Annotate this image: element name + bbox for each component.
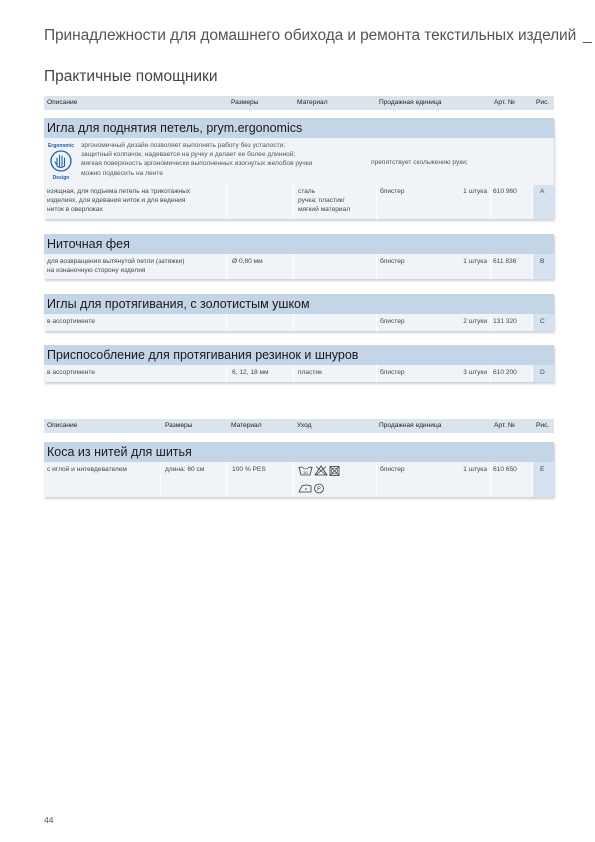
pack-value: блистер	[380, 258, 405, 265]
section-title: Практичные помощники	[44, 68, 218, 85]
article-value: 610 960	[493, 188, 517, 195]
cell-material	[293, 365, 376, 382]
qty-value: 3 штуки	[463, 369, 487, 376]
ergonomic-design-badge	[46, 141, 76, 181]
care-symbols	[297, 464, 357, 496]
material-value: 100 % PES	[232, 466, 266, 473]
col-size: Размеры	[231, 99, 259, 106]
col-material: Материал	[231, 422, 262, 429]
figure-value: A	[540, 188, 545, 195]
material-line: мягкий материал	[298, 206, 351, 213]
article-value: 131 320	[493, 318, 517, 325]
col-article: Арт. №	[494, 99, 515, 106]
cell-material	[293, 185, 376, 219]
desc-value: с иглой и нитевдевателем	[47, 466, 127, 473]
cell-figure	[532, 365, 554, 382]
material-line: ручка: пластик/	[298, 197, 345, 204]
cell-sales-unit	[376, 254, 490, 279]
product-title: Ниточная фея	[47, 237, 130, 251]
product-title-bar	[44, 294, 554, 314]
table-row	[44, 365, 554, 382]
cell-article	[490, 462, 532, 497]
figure-value: B	[540, 258, 545, 265]
dry-clean-letter: P	[317, 486, 321, 493]
cell-figure	[532, 314, 554, 331]
size-value: 6, 12, 18 мм	[232, 369, 269, 376]
article-value: 610 650	[493, 466, 517, 473]
product-title-bar	[44, 345, 554, 365]
product-title-bar	[44, 118, 554, 138]
col-sales-unit: Продажная единица	[379, 422, 442, 429]
col-description: Описание	[47, 99, 78, 106]
no-bleach-icon	[315, 466, 327, 475]
iron-low-icon	[299, 485, 311, 492]
material-line: сталь	[298, 188, 316, 195]
page-number: 44	[44, 815, 54, 825]
size-value: длина: 60 см	[165, 466, 205, 473]
col-size: Размеры	[165, 422, 193, 429]
desc-line: для возвращения вытянутой петли (затяжки)	[47, 258, 185, 265]
cell-article	[490, 365, 532, 382]
table-row	[44, 254, 554, 279]
desc-line: ниток в оверлоках	[47, 206, 103, 213]
table-row	[44, 462, 554, 497]
feature-line: эргономичный дизайн позволяет выполнять работу без усталости;	[81, 142, 286, 149]
desc-line: изделиях, для вдевания ниток и для ведения	[47, 197, 186, 204]
desc-line: на изнаночную сторону изделия	[47, 267, 146, 274]
product-title: Коса из нитей для шитья	[47, 445, 192, 459]
cell-size	[226, 185, 293, 219]
col-description: Описание	[47, 422, 78, 429]
pack-value: блистер	[380, 318, 405, 325]
cell-description	[44, 462, 160, 497]
product-block-a	[44, 118, 554, 219]
product-title-bar	[44, 234, 554, 254]
article-value: 610 200	[493, 369, 517, 376]
table-header-2	[44, 419, 554, 433]
ergonomic-hand-icon	[46, 141, 76, 181]
cell-sales-unit	[376, 185, 490, 219]
desc-line: в ассортименте	[47, 369, 96, 376]
col-figure: Рис.	[536, 422, 550, 429]
col-care: Уход	[297, 422, 312, 429]
figure-value: D	[540, 369, 545, 376]
cell-article	[490, 185, 532, 219]
product-title-bar	[44, 442, 554, 462]
col-material: Материал	[297, 99, 328, 106]
pack-value: блистер	[380, 188, 405, 195]
qty-value: 1 штука	[463, 258, 487, 265]
cell-article	[490, 314, 532, 331]
desc-line: в ассортименте	[47, 318, 96, 325]
col-figure: Рис.	[536, 99, 550, 106]
cell-care	[293, 462, 376, 497]
cell-sales-unit	[376, 462, 490, 497]
cell-sales-unit	[376, 365, 490, 382]
cell-size	[226, 254, 293, 279]
qty-value: 1 штука	[463, 466, 487, 473]
qty-value: 1 штука	[463, 188, 487, 195]
feature-line: можно подвесить на ленте	[81, 169, 163, 177]
cell-figure	[532, 462, 554, 497]
no-tumble-dry-icon	[330, 467, 339, 476]
figure-value: E	[540, 466, 545, 473]
col-article: Арт. №	[494, 422, 515, 429]
badge-top-text: Ergonomic	[47, 143, 75, 149]
title-dash: _	[583, 27, 592, 44]
desc-line: изящная, для подъема петель на трикотажных	[47, 188, 191, 195]
cell-material	[226, 462, 293, 497]
cell-figure	[532, 254, 554, 279]
cell-material	[293, 254, 376, 279]
dry-clean-p-icon	[315, 484, 324, 493]
cell-size	[226, 314, 293, 331]
cell-sales-unit	[376, 314, 490, 331]
col-sales-unit: Продажная единица	[379, 99, 442, 106]
product-block-d	[44, 345, 554, 382]
product-title: Иглы для протягивания, с золотистым ушком	[47, 297, 310, 311]
size-value: Ø 0,80 мм	[232, 258, 263, 265]
figure-value: C	[540, 318, 545, 325]
material-line: пластик	[298, 369, 322, 376]
table-header	[44, 96, 554, 110]
feature-line: защитный колпачок, надевается на ручку и делает ее более длинной;	[81, 151, 296, 159]
cell-size	[226, 365, 293, 382]
cell-figure	[532, 185, 554, 219]
pack-value: блистер	[380, 369, 405, 376]
svg-text:30: 30	[303, 470, 308, 475]
cell-description	[44, 185, 226, 219]
cell-description	[44, 365, 226, 382]
cell-description	[44, 314, 226, 331]
table-row	[44, 314, 554, 331]
cell-description	[44, 254, 226, 279]
article-value: 611 836	[493, 258, 517, 265]
product-title: Приспособление для протягивания резинок и шнуров	[47, 348, 359, 362]
table-row	[44, 185, 554, 219]
wash-30-icon	[299, 467, 313, 475]
cell-size	[160, 462, 226, 497]
qty-value: 2 штуки	[463, 318, 487, 325]
page-title: Принадлежности для домашнего обихода и ремонта текстильных изделий	[44, 27, 577, 44]
feature-line-continuation: препятствует скольжению руки;	[371, 159, 468, 166]
feature-line: мягкая поверхность эргономически выполненных изогнутых желобов ручки	[81, 160, 313, 168]
feature-list	[81, 141, 312, 178]
product-block-e	[44, 442, 554, 497]
product-block-c	[44, 294, 554, 331]
product-block-b	[44, 234, 554, 279]
badge-bottom-text: Design	[52, 175, 70, 181]
pack-value: блистер	[380, 466, 405, 473]
product-title: Игла для поднятия петель, prym.ergonomics	[47, 121, 303, 135]
cell-material	[293, 314, 376, 331]
cell-article	[490, 254, 532, 279]
